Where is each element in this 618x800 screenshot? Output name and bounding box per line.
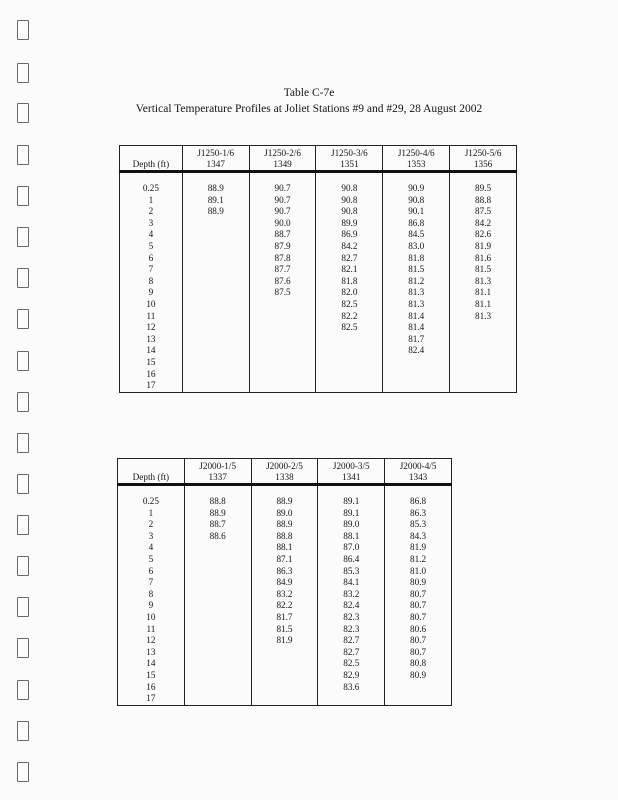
temperature-cell: 81.4 [383, 322, 450, 334]
station-name: J2000-4/5 [399, 461, 437, 471]
depth-cell: 4 [120, 229, 183, 241]
temperature-cell [184, 566, 251, 578]
temperature-cell: 90.7 [249, 206, 316, 218]
temperature-cell: 87.8 [249, 253, 316, 265]
table-row [120, 334, 517, 346]
depth-cell: 8 [118, 589, 185, 601]
temperature-cell: 88.7 [184, 519, 251, 531]
temperature-cell [182, 264, 249, 276]
station-name: J1250-5/6 [464, 148, 502, 158]
temperature-cell: 90.0 [249, 218, 316, 230]
binder-hole [17, 474, 29, 494]
temperature-cell [184, 670, 251, 682]
temperature-cell: 88.9 [251, 519, 318, 531]
temperature-cell [316, 380, 383, 392]
temperature-cell: 86.3 [385, 508, 452, 520]
temperature-cell: 88.8 [184, 496, 251, 508]
temperature-cell [184, 542, 251, 554]
station-name: J1250-3/6 [331, 148, 368, 158]
table-row [120, 183, 517, 195]
temperature-cell: 81.8 [316, 276, 383, 288]
table-row [120, 380, 517, 392]
table-row [118, 508, 452, 520]
depth-column-header: Depth (ft) [120, 146, 183, 172]
temperature-cell: 80.7 [385, 600, 452, 612]
temperature-cell: 88.9 [251, 496, 318, 508]
depth-cell: 7 [118, 577, 185, 589]
temperature-cell: 82.5 [316, 322, 383, 334]
temperature-cell: 86.4 [318, 554, 385, 566]
table-row [118, 566, 452, 578]
temperature-cell: 84.5 [383, 229, 450, 241]
station-column-header [385, 459, 452, 485]
binder-hole [17, 227, 29, 247]
table-row [118, 554, 452, 566]
temperature-cell: 81.9 [450, 241, 517, 253]
temperature-cell: 82.4 [318, 600, 385, 612]
table-row [118, 647, 452, 659]
table-row [118, 612, 452, 624]
binder-hole [17, 680, 29, 700]
binder-hole [17, 63, 29, 83]
temperature-cell: 86.8 [383, 218, 450, 230]
depth-cell: 6 [118, 566, 185, 578]
table-row [120, 218, 517, 230]
temperature-cell [383, 369, 450, 381]
temperature-cell: 80.8 [385, 658, 452, 670]
temperature-cell [182, 229, 249, 241]
temperature-cell [318, 693, 385, 705]
temperature-cell [249, 357, 316, 369]
binder-hole [17, 638, 29, 658]
temperature-cell [450, 369, 517, 381]
temperature-cell [251, 658, 318, 670]
depth-cell: 6 [120, 253, 183, 265]
temperature-cell [184, 554, 251, 566]
temperature-cell: 80.9 [385, 670, 452, 682]
depth-cell: 15 [120, 357, 183, 369]
table-row [118, 577, 452, 589]
temperature-cell [182, 287, 249, 299]
table-row [118, 693, 452, 705]
station-name: J2000-2/5 [266, 461, 303, 471]
temperature-cell: 81.7 [383, 334, 450, 346]
depth-cell: 3 [120, 218, 183, 230]
temperature-cell: 80.6 [385, 624, 452, 636]
depth-cell: 16 [120, 369, 183, 381]
temperature-cell: 87.5 [450, 206, 517, 218]
table-row [120, 241, 517, 253]
temperature-cell: 86.8 [385, 496, 452, 508]
depth-cell: 1 [120, 195, 183, 207]
temperature-cell: 82.9 [318, 670, 385, 682]
temperature-cell [251, 670, 318, 682]
temperature-cell [184, 693, 251, 705]
depth-cell: 9 [118, 600, 185, 612]
temperature-cell: 88.9 [182, 183, 249, 195]
binder-hole [17, 556, 29, 576]
temperature-cell: 80.7 [385, 635, 452, 647]
binder-hole [17, 268, 29, 288]
temperature-cell [182, 276, 249, 288]
station-column-header [316, 146, 383, 172]
temperature-cell [184, 612, 251, 624]
temperature-cell: 82.4 [383, 345, 450, 357]
temperature-cell [184, 624, 251, 636]
temperature-cell [316, 334, 383, 346]
temperature-cell: 89.1 [318, 496, 385, 508]
temperature-cell: 82.1 [316, 264, 383, 276]
depth-cell: 4 [118, 542, 185, 554]
temperature-cell [316, 345, 383, 357]
depth-cell: 2 [118, 519, 185, 531]
table-row [118, 682, 452, 694]
temperature-cell: 90.9 [383, 183, 450, 195]
depth-cell: 8 [120, 276, 183, 288]
temperature-cell: 90.7 [249, 183, 316, 195]
depth-cell: 7 [120, 264, 183, 276]
temperature-cell: 84.2 [450, 218, 517, 230]
depth-cell: 5 [118, 554, 185, 566]
temperature-cell: 86.9 [316, 229, 383, 241]
temperature-cell [450, 380, 517, 392]
binder-hole [17, 186, 29, 206]
temperature-cell [182, 322, 249, 334]
table-row [118, 600, 452, 612]
depth-cell: 2 [120, 206, 183, 218]
depth-cell: 9 [120, 287, 183, 299]
temperature-cell [383, 380, 450, 392]
station-time: 1341 [342, 472, 361, 482]
depth-cell: 1 [118, 508, 185, 520]
table-row [118, 531, 452, 543]
table-row [120, 287, 517, 299]
temperature-cell [249, 299, 316, 311]
depth-cell: 14 [120, 345, 183, 357]
temperature-cell: 89.1 [318, 508, 385, 520]
temperature-cell: 87.6 [249, 276, 316, 288]
depth-cell: 13 [120, 334, 183, 346]
table-subtitle: Vertical Temperature Profiles at Joliet Stations #9 and #29, 28 August 2002 [135, 103, 483, 115]
temperature-cell [251, 693, 318, 705]
temperature-cell: 87.9 [249, 241, 316, 253]
temperature-cell: 81.9 [385, 542, 452, 554]
temperature-cell [184, 577, 251, 589]
station-name: J2000-1/5 [199, 461, 237, 471]
temperature-cell: 88.8 [251, 531, 318, 543]
table-title: Table C-7e [283, 87, 335, 99]
depth-cell: 11 [120, 311, 183, 323]
temperature-cell: 90.8 [316, 206, 383, 218]
station-column-header [251, 459, 318, 485]
temperature-cell: 81.0 [385, 566, 452, 578]
station-time: 1338 [275, 472, 294, 482]
temperature-cell [182, 334, 249, 346]
temperature-cell: 81.1 [450, 287, 517, 299]
table-row [120, 206, 517, 218]
temperature-cell: 89.9 [316, 218, 383, 230]
station-time: 1353 [407, 159, 426, 169]
temperature-cell [450, 345, 517, 357]
table-row [120, 299, 517, 311]
temperature-cell: 90.1 [383, 206, 450, 218]
temperature-cell: 84.9 [251, 577, 318, 589]
temperature-cell: 88.6 [184, 531, 251, 543]
temperature-cell: 88.9 [182, 206, 249, 218]
binder-hole [17, 597, 29, 617]
table-row [118, 542, 452, 554]
temperature-cell [249, 369, 316, 381]
table-row [120, 345, 517, 357]
temperature-cell: 81.6 [450, 253, 517, 265]
temperature-cell: 81.4 [383, 311, 450, 323]
binder-hole [17, 515, 29, 535]
temperature-cell: 83.2 [251, 589, 318, 601]
table-row [120, 322, 517, 334]
temperature-cell: 81.2 [385, 554, 452, 566]
binder-hole [17, 433, 29, 453]
station-time: 1349 [273, 159, 292, 169]
table-row [118, 670, 452, 682]
station-name: J1250-1/6 [197, 148, 235, 158]
temperature-cell [182, 345, 249, 357]
depth-cell: 11 [118, 624, 185, 636]
temperature-cell: 82.2 [316, 311, 383, 323]
temperature-cell [249, 322, 316, 334]
temperature-cell: 81.3 [383, 299, 450, 311]
temperature-cell: 81.3 [450, 276, 517, 288]
station-time: 1337 [208, 472, 227, 482]
binder-hole [17, 351, 29, 371]
temperature-cell: 80.7 [385, 612, 452, 624]
temperature-cell: 83.6 [318, 682, 385, 694]
temperature-cell [316, 369, 383, 381]
temperature-cell: 81.5 [251, 624, 318, 636]
table-row [120, 369, 517, 381]
temperature-cell: 82.3 [318, 612, 385, 624]
temperature-cell: 81.2 [383, 276, 450, 288]
depth-cell: 5 [120, 241, 183, 253]
temperature-cell: 84.1 [318, 577, 385, 589]
temperature-cell: 89.1 [182, 195, 249, 207]
station-time: 1351 [340, 159, 359, 169]
station-time: 1343 [408, 472, 428, 482]
temperature-cell: 82.5 [318, 658, 385, 670]
temperature-cell: 82.7 [318, 647, 385, 659]
depth-column-header: Depth (ft) [118, 459, 185, 485]
temperature-cell [184, 647, 251, 659]
temperature-cell: 82.0 [316, 287, 383, 299]
station-column-header [318, 459, 385, 485]
depth-cell: 15 [118, 670, 185, 682]
temperature-cell [450, 334, 517, 346]
temperature-cell: 87.0 [318, 542, 385, 554]
temperature-cell: 89.0 [318, 519, 385, 531]
table-row [120, 311, 517, 323]
table-row [120, 264, 517, 276]
temperature-cell: 80.7 [385, 647, 452, 659]
temperature-table-1 [119, 145, 517, 393]
depth-cell: 13 [118, 647, 185, 659]
temperature-cell [249, 311, 316, 323]
depth-cell: 14 [118, 658, 185, 670]
station-column-header [182, 146, 249, 172]
temperature-cell: 83.2 [318, 589, 385, 601]
temperature-table-2 [117, 458, 452, 706]
temperature-cell: 85.3 [318, 566, 385, 578]
temperature-cell [251, 647, 318, 659]
temperature-cell [184, 658, 251, 670]
temperature-cell [182, 311, 249, 323]
temperature-cell [316, 357, 383, 369]
table-row [118, 496, 452, 508]
temperature-cell: 82.5 [316, 299, 383, 311]
temperature-cell [450, 357, 517, 369]
temperature-cell [182, 357, 249, 369]
station-time: 1356 [473, 159, 493, 169]
binder-hole [17, 721, 29, 741]
temperature-cell: 81.8 [383, 253, 450, 265]
temperature-cell: 81.5 [383, 264, 450, 276]
depth-cell: 17 [120, 380, 183, 392]
temperature-cell [182, 241, 249, 253]
depth-cell: 0.25 [120, 183, 183, 195]
station-name: J1250-4/6 [397, 148, 435, 158]
table-row [120, 229, 517, 241]
temperature-cell [182, 369, 249, 381]
temperature-cell: 88.8 [450, 195, 517, 207]
table-row [120, 253, 517, 265]
temperature-cell: 80.7 [385, 589, 452, 601]
temperature-cell [251, 682, 318, 694]
depth-cell: 10 [120, 299, 183, 311]
temperature-cell: 83.0 [383, 241, 450, 253]
station-column-header [450, 146, 517, 172]
temperature-cell [450, 322, 517, 334]
temperature-cell: 82.7 [316, 253, 383, 265]
table-row [120, 276, 517, 288]
temperature-cell [182, 380, 249, 392]
table-row [118, 624, 452, 636]
table-row [120, 195, 517, 207]
depth-cell: 16 [118, 682, 185, 694]
table-row [118, 589, 452, 601]
temperature-cell: 81.3 [450, 311, 517, 323]
station-name: J2000-3/5 [332, 461, 370, 471]
table-row [118, 519, 452, 531]
temperature-cell: 87.1 [251, 554, 318, 566]
depth-cell: 12 [118, 635, 185, 647]
temperature-cell: 89.0 [251, 508, 318, 520]
depth-cell: 12 [120, 322, 183, 334]
temperature-cell: 82.7 [318, 635, 385, 647]
temperature-cell: 82.2 [251, 600, 318, 612]
binder-holes [17, 0, 31, 800]
temperature-cell: 81.1 [450, 299, 517, 311]
temperature-cell: 81.5 [450, 264, 517, 276]
temperature-cell: 87.7 [249, 264, 316, 276]
table-header-row [120, 146, 517, 172]
temperature-cell: 90.8 [316, 183, 383, 195]
station-column-header [249, 146, 316, 172]
binder-hole [17, 145, 29, 165]
temperature-cell: 81.9 [251, 635, 318, 647]
temperature-cell: 88.1 [318, 531, 385, 543]
temperature-cell: 86.3 [251, 566, 318, 578]
binder-hole [17, 762, 29, 782]
table-header-row [118, 459, 452, 485]
depth-cell: 17 [118, 693, 185, 705]
temperature-cell [249, 334, 316, 346]
temperature-cell [249, 345, 316, 357]
temperature-cell [385, 682, 452, 694]
temperature-cell: 89.5 [450, 183, 517, 195]
temperature-cell [385, 693, 452, 705]
temperature-cell: 90.8 [383, 195, 450, 207]
temperature-cell: 82.3 [318, 624, 385, 636]
temperature-cell: 88.7 [249, 229, 316, 241]
temperature-cell: 88.1 [251, 542, 318, 554]
binder-hole [17, 392, 29, 412]
station-time: 1347 [206, 159, 225, 169]
temperature-cell: 90.7 [249, 195, 316, 207]
depth-cell: 10 [118, 612, 185, 624]
table-row [118, 658, 452, 670]
temperature-cell: 81.3 [383, 287, 450, 299]
temperature-cell [383, 357, 450, 369]
binder-hole [17, 309, 29, 329]
temperature-cell: 84.3 [385, 531, 452, 543]
station-column-header [383, 146, 450, 172]
temperature-cell: 88.9 [184, 508, 251, 520]
temperature-cell [184, 635, 251, 647]
depth-cell: 0.25 [118, 496, 185, 508]
temperature-cell [182, 299, 249, 311]
temperature-cell [182, 218, 249, 230]
temperature-cell: 82.6 [450, 229, 517, 241]
temperature-cell [182, 253, 249, 265]
temperature-cell [184, 682, 251, 694]
depth-cell: 3 [118, 531, 185, 543]
temperature-cell: 84.2 [316, 241, 383, 253]
table-row [118, 635, 452, 647]
temperature-cell [184, 600, 251, 612]
station-name: J1250-2/6 [264, 148, 301, 158]
temperature-cell [249, 380, 316, 392]
binder-hole [17, 20, 29, 40]
table-row [120, 357, 517, 369]
temperature-cell: 87.5 [249, 287, 316, 299]
temperature-cell: 81.7 [251, 612, 318, 624]
temperature-cell: 90.8 [316, 195, 383, 207]
temperature-cell: 80.9 [385, 577, 452, 589]
temperature-cell [184, 589, 251, 601]
temperature-cell: 85.3 [385, 519, 452, 531]
station-column-header [184, 459, 251, 485]
